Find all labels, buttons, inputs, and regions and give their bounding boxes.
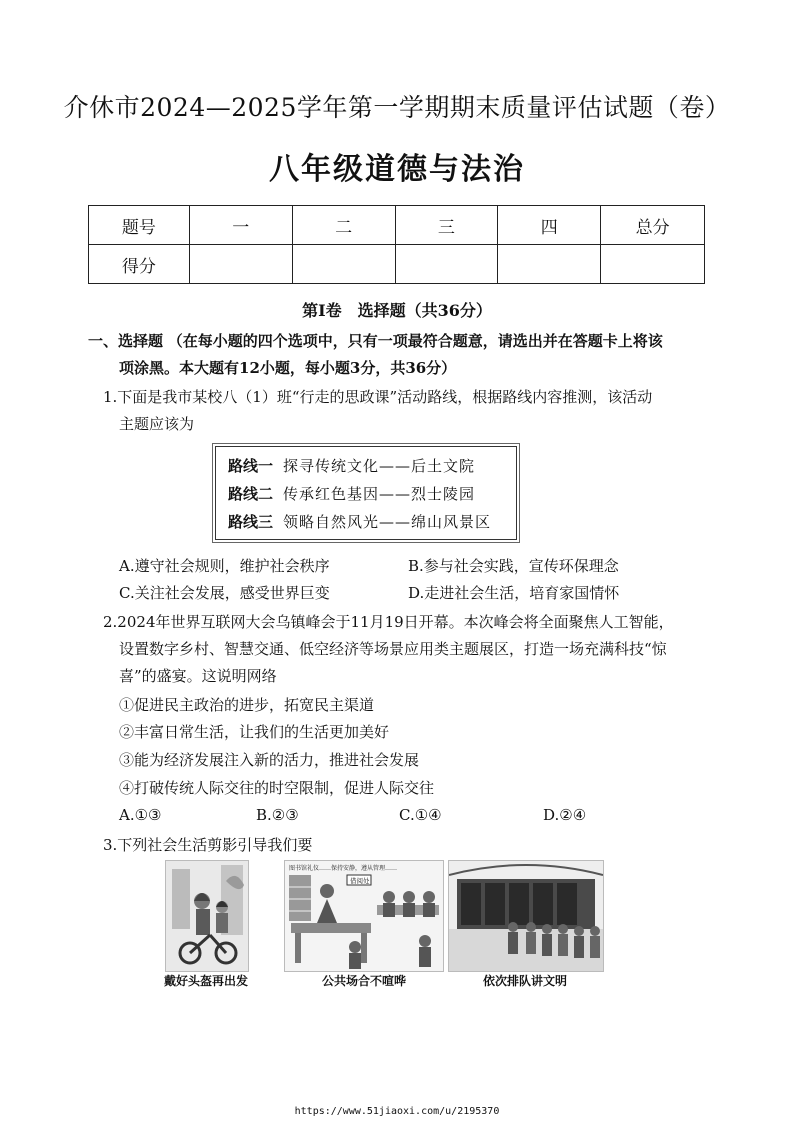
instruction-lead: 一、选择题 — [88, 332, 164, 350]
q1-stem-1: 1.下面是我市某校八（1）班“行走的思政课”活动路线，根据路线内容推测，该活动 — [103, 388, 653, 406]
score-cell: 得分 — [89, 245, 190, 284]
q1-option-b: B.参与社会实践，宣传环保理念 — [408, 557, 619, 575]
q2-stem-1: 2.2024年世界互联网大会乌镇峰会于11月19日开幕。本次峰会将全面聚焦人工智能， — [103, 613, 674, 631]
section-title: 第Ⅰ卷 选择题（共36分） — [302, 301, 492, 320]
score-input-cell — [498, 245, 601, 284]
q1-route — [228, 511, 491, 532]
q1-stem-2: 主题应该为 — [119, 415, 195, 433]
q2-stem-2: 设置数字乡村、智慧交通、低空经济等场景应用类主题展区，打造一场充满科技“惊 — [119, 640, 667, 658]
score-cell: 三 — [395, 206, 498, 245]
score-cell: 总分 — [601, 206, 705, 245]
score-cell: 四 — [498, 206, 601, 245]
q1-route — [228, 455, 475, 476]
library-sign: 借阅处 — [350, 877, 370, 885]
route-text: 传承红色基因——烈士陵园 — [283, 485, 476, 503]
q2-option-a: A.①③ — [119, 806, 162, 824]
q1-route-box — [215, 446, 517, 540]
score-table-header-row — [89, 206, 705, 245]
instruction-text-2: 项涂黑。本大题有12小题，每小题3分，共36分） — [119, 359, 457, 377]
footer-url[interactable]: https://www.51jiaoxi.com/u/2195370 — [294, 1106, 500, 1117]
score-input-cell — [189, 245, 292, 284]
score-table-score-row — [89, 245, 705, 284]
q3-caption: 依次排队讲文明 — [482, 974, 567, 988]
q3-stem: 3.下列社会生活剪影引导我们要 — [103, 836, 313, 854]
library-banner: 图书馆礼仪……保持安静，遵从管理…… — [289, 865, 398, 872]
q1-option-d: D.走进社会生活，培育家国情怀 — [408, 584, 620, 602]
q2-item: ③能为经济发展注入新的活力，推进社会发展 — [119, 751, 420, 769]
q3-caption: 公共场合不喧哗 — [321, 974, 406, 988]
route-name: 路线二 — [228, 485, 274, 503]
exam-title: 介休市2024—2025学年第一学期期末质量评估试题（卷） — [63, 93, 731, 122]
route-text: 探寻传统文化——后土文院 — [283, 457, 476, 475]
route-text: 领略自然风光——绵山风景区 — [283, 513, 492, 531]
score-cell: 一 — [189, 206, 292, 245]
score-input-cell — [601, 245, 705, 284]
q1-route — [228, 483, 475, 504]
q3-picture-library — [284, 860, 444, 972]
q2-option-b: B.②③ — [256, 806, 299, 824]
score-cell: 二 — [292, 206, 395, 245]
q3-caption: 戴好头盔再出发 — [163, 974, 248, 988]
route-name: 路线一 — [228, 457, 274, 475]
score-input-cell — [292, 245, 395, 284]
subject-title: 八年级道德与法治 — [269, 152, 525, 187]
q1-option-a: A.遵守社会规则，维护社会秩序 — [119, 557, 330, 575]
route-name: 路线三 — [228, 513, 274, 531]
q1-option-c: C.关注社会发展，感受世界巨变 — [119, 584, 330, 602]
q2-option-d: D.②④ — [543, 806, 587, 824]
score-cell: 题号 — [89, 206, 190, 245]
section-instruction — [88, 330, 663, 351]
q2-item: ①促进民主政治的进步，拓宽民主渠道 — [119, 696, 375, 714]
q2-stem-3: 喜”的盛宴。这说明网络 — [119, 667, 277, 685]
q2-item: ②丰富日常生活，让我们的生活更加美好 — [119, 723, 390, 741]
q3-picture-helmet — [165, 860, 249, 972]
score-input-cell — [395, 245, 498, 284]
score-table — [88, 205, 705, 284]
instruction-text-1: （在每小题的四个选项中，只有一项最符合题意，请选出并在答题卡上将该 — [167, 332, 663, 350]
q2-item: ④打破传统人际交往的时空限制，促进人际交往 — [119, 779, 435, 797]
q2-option-c: C.①④ — [399, 806, 442, 824]
q3-picture-queue — [448, 860, 604, 972]
